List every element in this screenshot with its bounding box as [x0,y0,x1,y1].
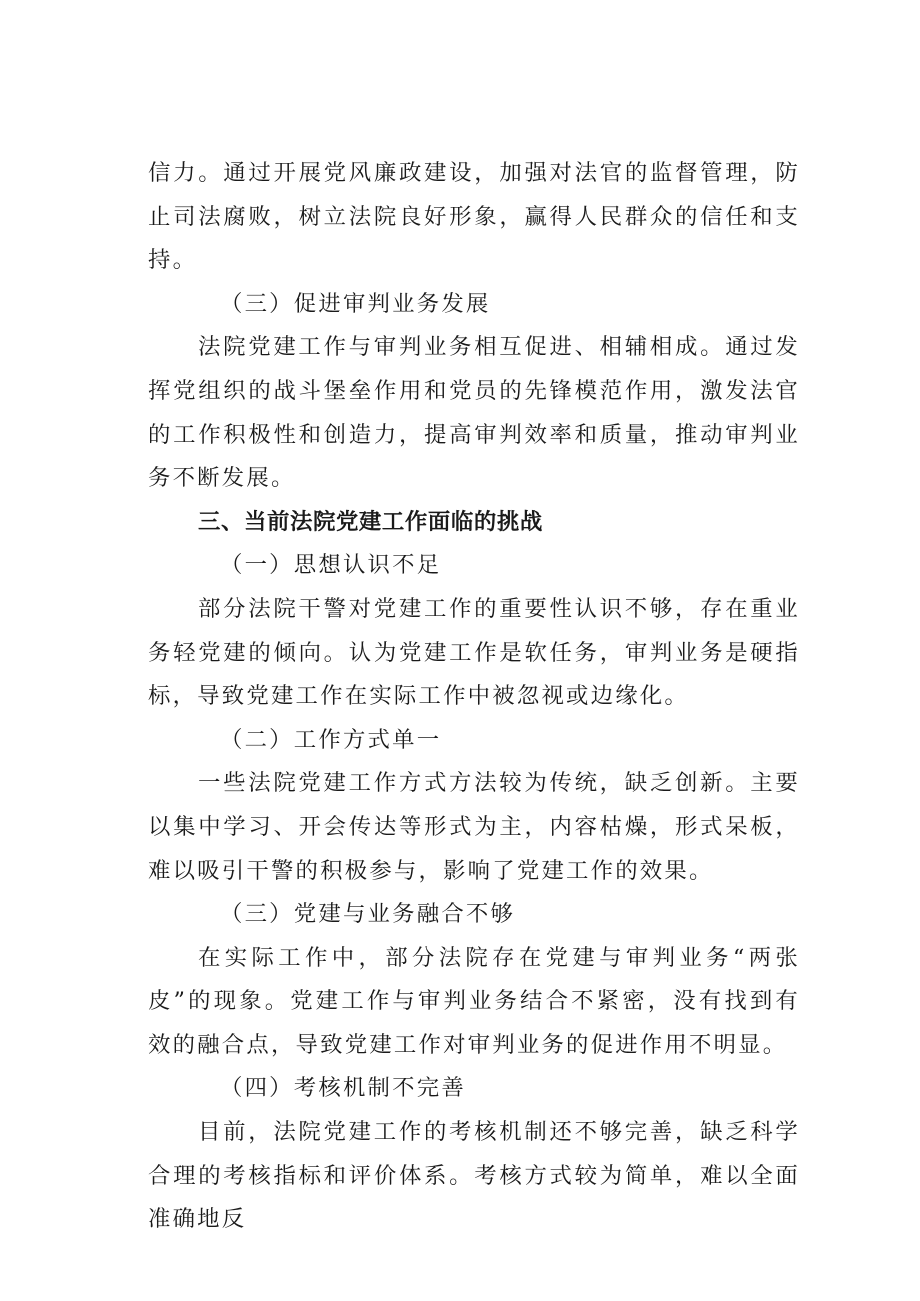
paragraph-work-methods: 一些法院党建工作方式方法较为传统，缺乏创新。主要以集中学习、开会传达等形式为主，内容枯燥，形式呆板，难以吸引干警的积极参与，影响了党建工作的效果。 [148,770,800,884]
paragraph-assessment: 目前，法院党建工作的考核机制还不够完善，缺乏科学合理的考核指标和评价体系。考核方式较为简单，难以全面准确地反 [148,1119,800,1233]
subheading-work-methods: （二）工作方式单一 [220,726,442,753]
document-page [148,152,800,1242]
paragraph-continuation: 信力。通过开展党风廉政建设，加强对法官的监督管理，防止司法腐败，树立法院良好形象，赢得人民群众的信任和支持。 [148,160,800,274]
subheading-promote-trial-business: （三）促进审判业务发展 [220,290,491,317]
paragraph-integration: 在实际工作中，部分法院存在党建与审判业务“两张皮”的现象。党建工作与审判业务结合不紧密，没有找到有效的融合点，导致党建工作对审判业务的促进作用不明显。 [148,944,800,1058]
subheading-assessment: （四）考核机制不完善 [220,1075,466,1102]
section-heading-challenges: 三、当前法院党建工作面临的挑战 [198,508,543,535]
paragraph-trial-business: 法院党建工作与审判业务相互促进、相辅相成。通过发挥党组织的战斗堡垒作用和党员的先锋模范作用，激发法官的工作积极性和创造力，提高审判效率和质量，推动审判业务不断发展。 [148,334,800,492]
subheading-awareness: （一）思想认识不足 [220,552,442,579]
paragraph-awareness: 部分法院干警对党建工作的重要性认识不够，存在重业务轻党建的倾向。认为党建工作是软任务，审判业务是硬指标，导致党建工作在实际工作中被忽视或边缘化。 [148,595,800,710]
subheading-integration: （三）党建与业务融合不够 [220,901,516,928]
